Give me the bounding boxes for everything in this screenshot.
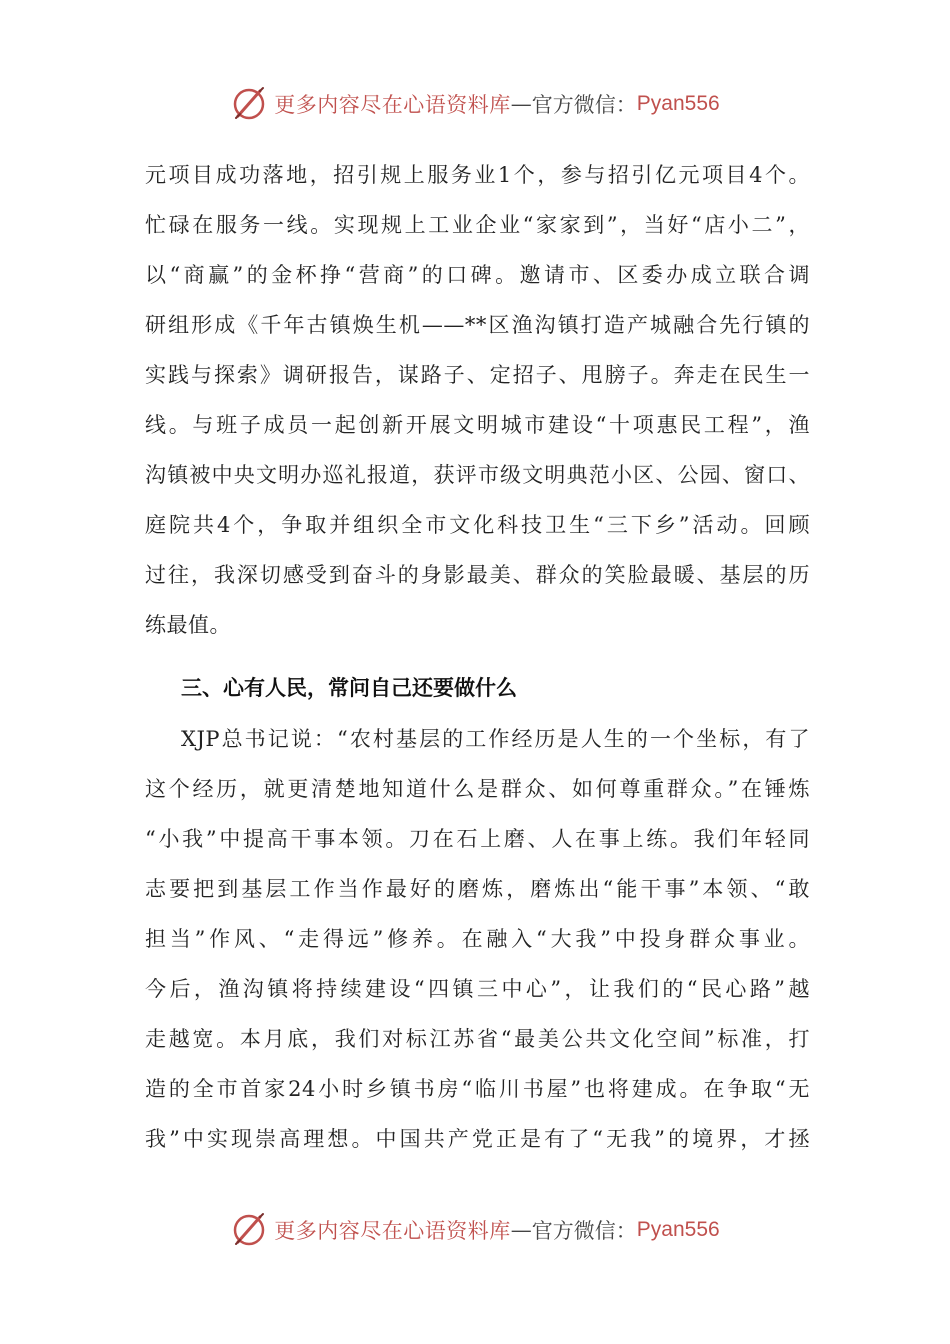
banner-wechat-label: 官方微信： (531, 93, 637, 117)
paragraph-1 (145, 150, 810, 650)
paragraph-line: 实践与探索》调研报告，谋路子、定招子、甩膀子。奔走在民生一 (145, 363, 810, 387)
document-body (145, 150, 810, 1164)
banner-separator: — (510, 1218, 532, 1242)
section-heading: 三、心有人民，常问自己还要做什么 (181, 676, 517, 700)
pen-on-circle-logo-icon (230, 85, 268, 123)
paragraph-line: 庭院共4个，争取并组织全市文化科技卫生“三下乡”活动。回顾 (145, 513, 810, 537)
banner-brand-text: 更多内容尽在心语资料库 (274, 93, 511, 117)
paragraph-line: 今后，渔沟镇将持续建设“四镇三中心”，让我们的“民心路”越 (145, 977, 810, 1001)
paragraph-line: 担当”作风、“走得远”修养。在融入“大我”中投身群众事业。 (145, 927, 810, 951)
paragraph-line: 研组形成《千年古镇焕生机——**区渔沟镇打造产城融合先行镇的 (145, 313, 810, 337)
paragraph-line: 我”中实现崇高理想。中国共产党正是有了“无我”的境界，才拯 (145, 1127, 810, 1151)
paragraph-line: 以“商赢”的金杯挣“营商”的口碑。邀请市、区委办成立联合调 (145, 263, 810, 287)
paragraph-line: “小我”中提高干事本领。刀在石上磨、人在事上练。我们年轻同 (145, 827, 810, 851)
banner-wechat-label: 官方微信： (531, 1219, 637, 1243)
paragraph-line: XJP总书记说：“农村基层的工作经历是人生的一个坐标，有了 (181, 727, 810, 751)
paragraph-line: 志要把到基层工作当作最好的磨炼，磨炼出“能干事”本领、“敢 (145, 877, 810, 901)
paragraph-line: 线。与班子成员一起创新开展文明城市建设“十项惠民工程”，渔 (145, 413, 810, 437)
footer-banner (0, 1208, 950, 1252)
paragraph-2 (145, 714, 810, 1164)
paragraph-line: 元项目成功落地，招引规上服务业1个，参与招引亿元项目4个。 (145, 163, 810, 187)
paragraph-line: 沟镇被中央文明办巡礼报道，获评市级文明典范小区、公园、窗口、 (145, 463, 810, 487)
paragraph-line: 练最值。 (145, 613, 231, 637)
banner-brand-text: 更多内容尽在心语资料库 (274, 1219, 511, 1243)
header-banner (0, 82, 950, 126)
paragraph-line: 过往，我深切感受到奋斗的身影最美、群众的笑脸最暖、基层的历 (145, 563, 810, 587)
banner-wechat-id: Pyan556 (636, 92, 720, 115)
paragraph-line: 造的全市首家24小时乡镇书房“临川书屋”也将建成。在争取“无 (145, 1077, 810, 1101)
banner-wechat-id: Pyan556 (636, 1218, 720, 1241)
paragraph-line: 走越宽。本月底，我们对标江苏省“最美公共文化空间”标准，打 (145, 1027, 810, 1051)
banner-separator: — (510, 92, 532, 116)
pen-on-circle-logo-icon (230, 1211, 268, 1249)
paragraph-line: 忙碌在服务一线。实现规上工业企业“家家到”，当好“店小二”， (145, 213, 810, 237)
paragraph-line: 这个经历，就更清楚地知道什么是群众、如何尊重群众。”在锤炼 (145, 777, 810, 801)
